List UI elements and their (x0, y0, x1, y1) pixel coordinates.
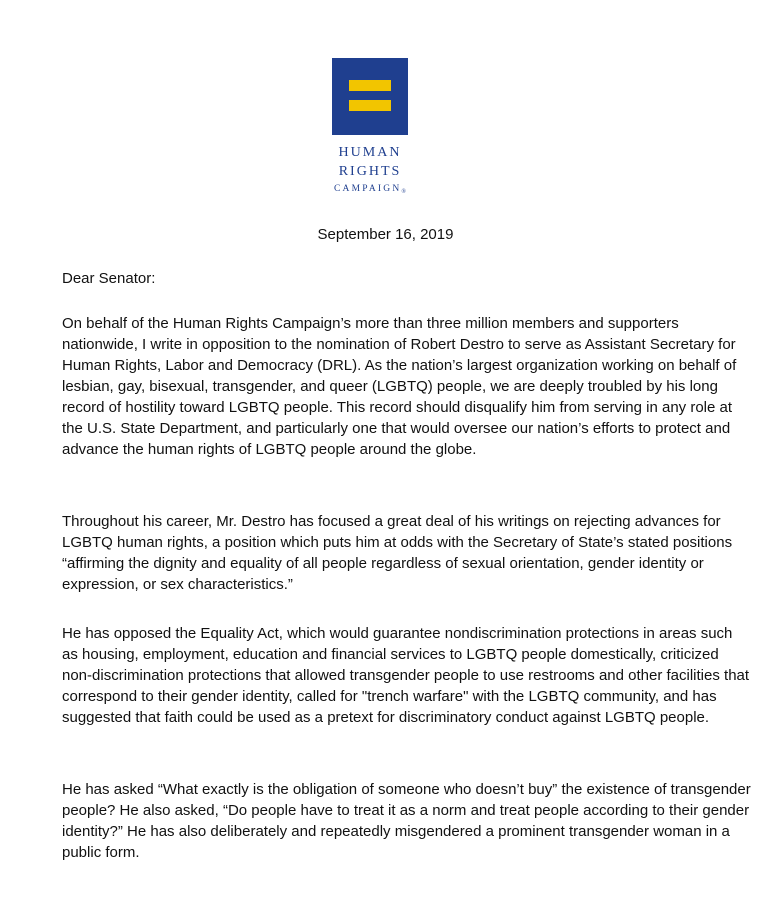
hrc-logo-icon (332, 58, 408, 135)
letter-salutation: Dear Senator: (62, 270, 156, 287)
logo-bar-bottom (349, 100, 391, 111)
logo-bar-top (349, 80, 391, 91)
org-name-line3-text: CAMPAIGN (334, 184, 402, 194)
registered-mark: ® (401, 189, 406, 195)
org-name-line1: HUMAN (338, 145, 402, 160)
org-name-line2: RIGHTS (338, 164, 402, 179)
letter-paragraph-1: On behalf of the Human Rights Campaign’s more than three million members and supporters nationwide, I write in opposition to the nomination of Robert Destro to serve as Assistant Secretary for Human Rights, Labor and Democracy (DRL). As the nation’s largest organization working on behalf of lesbian, gay, bisexual, transgender, and queer (LGBTQ) people, we are deeply troubled by his long record of hostility toward LGBTQ people. This record should disqualify him from serving in any role at the U.S. State Department, and particularly one that would oversee our nation’s efforts to protect and advance the human rights of LGBTQ people around the globe. (62, 315, 737, 458)
letter-date: September 16, 2019 (317, 226, 454, 243)
letter-paragraph-3: He has opposed the Equality Act, which would guarantee nondiscrimination protections in areas such as housing, employment, education and financial services to LGBTQ people domestically, criticized non-discrimination protections that allowed transgender people to use restrooms and other facilities that correspond to their gender identity, called for "trench warfare" with the LGBTQ community, and has suggested that faith could be used as a pretext for discriminatory conduct against LGBTQ people. (62, 625, 750, 726)
org-name-line3 (300, 184, 440, 195)
letter-paragraph-2: Throughout his career, Mr. Destro has focused a great deal of his writings on rejecting advances for LGBTQ human rights, a position which puts him at odds with the Secretary of State’s stated positions “affirming the dignity and equality of all people regardless of sexual orientation, gender identity or expression, or sex characteristics.” (62, 513, 733, 593)
letter-paragraph-4: He has asked “What exactly is the obligation of someone who doesn’t buy” the existence of transgender people? He also asked, “Do people have to treat it as a norm and treat people according to their gender identity?” He has also deliberately and repeatedly misgendered a prominent transgender woman in a public form. (62, 781, 751, 861)
